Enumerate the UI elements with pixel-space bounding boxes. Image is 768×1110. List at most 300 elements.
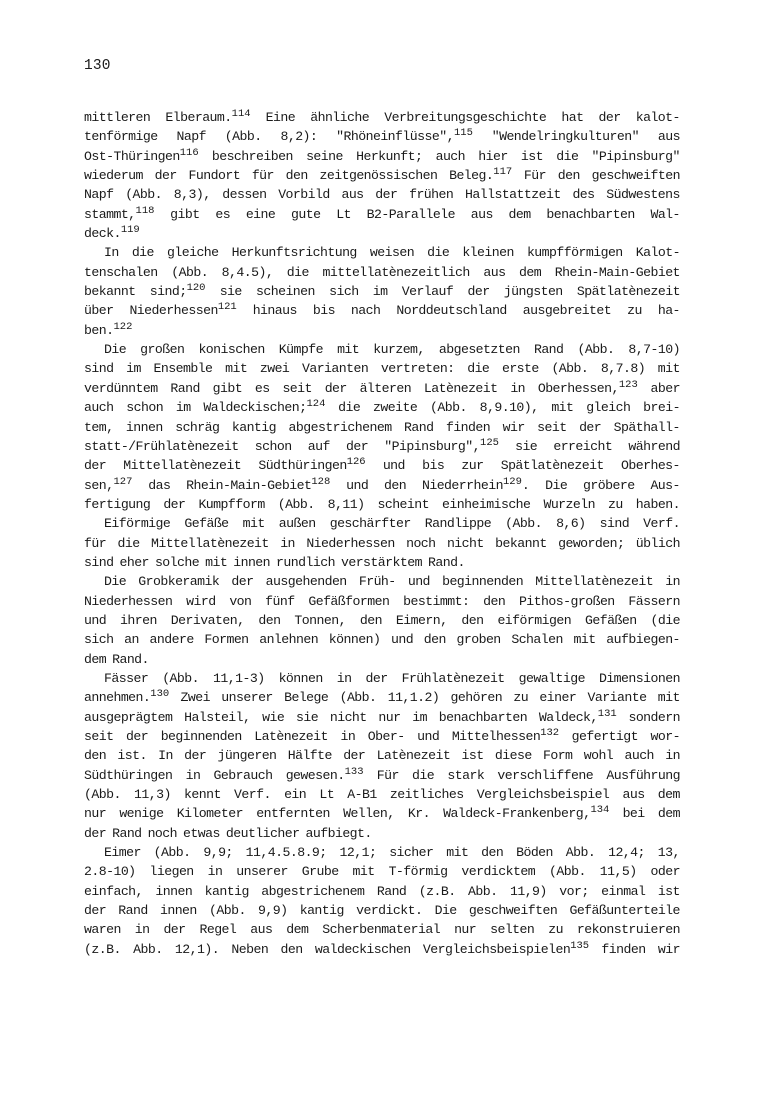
word: Die: [104, 342, 127, 358]
word: hinaus: [252, 303, 297, 319]
word: dem: [657, 806, 680, 822]
word: kantig: [204, 883, 249, 899]
text-line: [84, 263, 680, 282]
word: stammt,$^{118}$: [84, 204, 155, 222]
text-line: [84, 611, 680, 630]
word: finden: [445, 419, 491, 435]
text-line: [84, 147, 680, 166]
word: der: [346, 438, 369, 454]
text-line: [84, 650, 680, 669]
text-line: [84, 843, 680, 862]
word: kantig: [231, 419, 277, 435]
footnote-ref: 128: [311, 475, 331, 488]
word: für: [251, 168, 274, 184]
word: Regel: [199, 922, 237, 938]
word: aufbiegen-: [606, 632, 680, 648]
word: innen: [125, 419, 163, 435]
word: geschweiften: [468, 903, 558, 919]
text-line: [84, 766, 680, 785]
word: verstärktem: [340, 554, 422, 570]
word: über: [84, 303, 114, 319]
word: 8,2):: [280, 129, 318, 145]
word: der: [84, 458, 107, 474]
word: tem,: [84, 419, 114, 435]
word: der: [343, 748, 366, 764]
word: 13,: [657, 845, 680, 861]
word: Ober-: [367, 729, 405, 744]
word: hat: [561, 110, 584, 125]
word: sen,$^{127}$: [84, 475, 133, 493]
footnote-ref: 135: [570, 939, 590, 952]
word: kantig: [299, 903, 344, 919]
word: Rand: [170, 380, 200, 396]
word: mit: [352, 864, 375, 880]
text-line: [84, 727, 680, 746]
word: In: [104, 245, 119, 261]
word: weisen: [369, 245, 415, 261]
word: anlehnen: [259, 632, 319, 648]
word: eiförmigen: [497, 612, 572, 628]
text-line: [84, 785, 680, 804]
footnote-ref: 119: [120, 224, 140, 237]
word: Gefäßformen: [308, 593, 390, 609]
word: jüngeren: [217, 748, 277, 764]
word: zeitliches: [389, 787, 464, 803]
word: Oberhessen,$^{123}$: [537, 378, 638, 396]
word: in: [207, 864, 223, 880]
word: beginnenden: [442, 574, 524, 590]
word: Gefäßunterteile: [569, 903, 680, 919]
footnote-ref: 132: [540, 727, 560, 739]
word: nicht: [446, 535, 484, 551]
word: der: [324, 380, 347, 396]
text-line: [84, 456, 680, 475]
word: unserer: [236, 864, 288, 880]
word: die: [427, 245, 450, 261]
word: der: [163, 922, 186, 938]
text-line: [84, 224, 680, 243]
text-line: [84, 379, 680, 398]
word: im: [126, 361, 141, 377]
page-number: 130: [84, 58, 111, 74]
word: in: [336, 670, 352, 686]
word: unserer: [221, 690, 273, 706]
word: 8,9.10),: [479, 400, 539, 416]
word: jüngsten: [503, 284, 563, 300]
word: Randlippe: [424, 516, 492, 532]
word: Halsteil,: [184, 709, 251, 725]
word: beschreiben: [211, 148, 293, 164]
word: oder: [650, 864, 680, 880]
word: sondern: [628, 709, 680, 725]
word: mit: [205, 554, 228, 570]
text-line: [84, 437, 680, 456]
word: den: [84, 748, 107, 764]
word: Fundort: [188, 168, 241, 184]
word: Mittellatènezeit: [535, 574, 654, 590]
word: aus: [470, 206, 493, 222]
word: in: [280, 535, 295, 551]
word: eine: [245, 206, 276, 222]
word: ihren: [120, 612, 157, 628]
word: mit: [657, 690, 680, 706]
footnote-ref: 116: [179, 146, 199, 159]
footnote-ref: 133: [344, 765, 364, 778]
word: den: [359, 612, 382, 628]
word: die: [286, 264, 309, 280]
word: wohl: [583, 748, 614, 764]
word: die: [338, 400, 361, 416]
footnote-ref: 117: [493, 166, 513, 179]
word: den: [481, 845, 504, 861]
word: Kümpfe: [278, 342, 323, 358]
word: Abb.: [133, 941, 163, 957]
word: der: [579, 419, 602, 435]
word: Aus-: [650, 477, 680, 493]
word: solche: [154, 554, 200, 570]
text-line: [84, 592, 680, 611]
word: sich: [329, 284, 359, 300]
word: Niederhessen: [306, 535, 395, 551]
word: (Abb.: [162, 670, 200, 686]
text-line: [84, 920, 680, 939]
word: im: [412, 709, 427, 725]
word: zwei: [259, 361, 290, 377]
word: 2.8-10): [84, 864, 136, 880]
footnote-ref: 120: [186, 282, 206, 295]
word: dessen: [222, 187, 267, 203]
text-line: [84, 301, 680, 320]
word: sie: [219, 284, 242, 300]
word: seit: [282, 380, 312, 396]
word: 8,6): [556, 516, 586, 532]
word: Die: [545, 477, 568, 493]
word: Die: [434, 903, 457, 919]
word: Elberaum.$^{114}$: [165, 108, 251, 125]
word: Formen: [204, 632, 249, 648]
word: bei: [622, 806, 645, 822]
word: 12,1).: [174, 941, 220, 957]
word: 11,4.5.8.9;: [245, 845, 327, 861]
word: gute: [291, 206, 321, 222]
word: scheint: [377, 496, 430, 512]
word: Lt: [319, 787, 335, 803]
word: mittleren: [84, 110, 151, 125]
word: Napf: [84, 187, 114, 203]
text-line: [84, 630, 680, 649]
text-line: [84, 804, 680, 823]
word: Eiförmige: [104, 516, 171, 532]
word: 11,3): [134, 787, 171, 803]
word: seit: [84, 729, 114, 744]
word: Wal-: [650, 206, 680, 222]
word: älteren: [359, 380, 412, 396]
word: tenschalen: [84, 264, 158, 280]
word: aber: [650, 380, 680, 396]
word: Mittellatènezeit: [123, 458, 242, 474]
word: ist: [657, 883, 680, 899]
word: zu: [548, 922, 563, 938]
word: (z.B.: [84, 941, 121, 957]
word: Varianten: [301, 361, 369, 377]
footnote-ref: 123: [618, 378, 638, 391]
word: innen: [233, 554, 271, 570]
word: Rand: [404, 419, 434, 435]
word: (Abb.: [577, 342, 615, 358]
word: es: [215, 206, 231, 222]
word: den: [280, 941, 303, 957]
word: scheinen: [255, 284, 315, 300]
word: B2-Parallele: [366, 206, 456, 222]
word: (Abb.: [505, 516, 542, 532]
word: sie: [515, 438, 538, 454]
text-line: [84, 572, 680, 591]
word: Neben: [231, 941, 269, 957]
word: Mittellatènezeit: [150, 535, 269, 551]
text-line: [84, 282, 680, 301]
word: die: [467, 361, 490, 377]
word: innen: [159, 903, 197, 919]
word: deutlicher: [225, 825, 300, 841]
word: einmal: [601, 883, 646, 899]
word: kennt: [184, 787, 221, 803]
word: Kumpfform: [198, 496, 265, 512]
word: wor-: [650, 729, 680, 744]
word: verschliffene: [497, 767, 594, 783]
word: liegen: [149, 864, 194, 880]
word: 9,9;: [203, 845, 233, 861]
word: die: [556, 148, 579, 164]
word: wird: [186, 593, 216, 609]
word: können): [328, 632, 381, 648]
word: entfernten: [256, 806, 330, 822]
word: auch: [624, 748, 654, 764]
word: Vergleichsbeispielen$^{135}$: [422, 939, 590, 957]
footnote-ref: 127: [113, 475, 133, 488]
word: erste: [501, 361, 539, 377]
word: (die: [650, 612, 680, 628]
word: zweite: [373, 400, 418, 416]
word: sich: [84, 632, 114, 648]
word: (Abb.: [171, 264, 209, 280]
word: 8,4.5),: [221, 264, 274, 280]
word: der: [231, 574, 254, 590]
word: Ausführung: [606, 767, 680, 783]
word: großen: [140, 342, 185, 358]
text-line: [84, 359, 680, 378]
word: gewesen.$^{133}$: [285, 765, 364, 783]
word: 11,1-3): [213, 670, 265, 686]
word: in: [665, 574, 680, 590]
word: ausgeprägtem: [84, 709, 173, 725]
word: Verf.: [234, 787, 271, 803]
text-line: [84, 882, 680, 901]
word: für: [84, 535, 107, 551]
word: bekannt: [495, 535, 547, 551]
word: (Abb.: [84, 787, 121, 803]
word: ha-: [657, 303, 680, 319]
word: schon: [254, 438, 292, 454]
word: 12,4;: [608, 845, 645, 861]
text-line: [84, 688, 680, 707]
word: in: [185, 767, 201, 783]
text-line: [84, 553, 680, 572]
word: nur: [84, 806, 107, 822]
word: stark: [447, 767, 485, 783]
word: Kalot-: [635, 245, 680, 261]
word: Für: [376, 767, 399, 783]
word: benachbarten: [438, 709, 528, 725]
word: die: [131, 245, 154, 261]
word: der: [163, 496, 186, 512]
word: des: [572, 187, 595, 203]
word: einer: [539, 690, 577, 706]
word: ben.$^{122}$: [84, 320, 133, 338]
word: einheimische: [442, 496, 531, 512]
word: 8,11): [327, 496, 365, 512]
word: Herkunftsrichtung: [231, 245, 357, 261]
word: ähnliche: [310, 110, 370, 125]
word: den: [384, 477, 407, 493]
word: Rand: [376, 883, 407, 899]
word: Rhein-Main-Gebiet: [554, 264, 680, 280]
word: nach: [350, 303, 381, 319]
text-line: [84, 321, 680, 340]
word: finden: [601, 941, 646, 957]
word: frühen: [409, 187, 454, 203]
footnote-ref: 134: [590, 804, 610, 817]
word: Wurzeln: [543, 496, 595, 512]
word: konischen: [198, 342, 265, 358]
text-line: [84, 127, 680, 146]
word: sind;$^{120}$: [149, 282, 206, 300]
word: (z.B.: [418, 883, 456, 899]
word: Früh-: [358, 574, 396, 590]
word: Schalen: [511, 632, 563, 648]
word: "Wendelringkulturen": [491, 129, 639, 145]
word: gleiche: [166, 245, 219, 261]
word: "Pipinsburg",$^{125}$: [384, 436, 499, 454]
word: noch: [406, 535, 436, 551]
word: wir: [657, 941, 680, 957]
word: (Abb.: [551, 361, 589, 377]
word: Böden: [516, 845, 553, 861]
word: Vorbild: [278, 187, 330, 203]
word: dem: [657, 787, 680, 803]
word: aus: [483, 264, 506, 280]
word: Rand: [533, 342, 564, 358]
word: und: [382, 458, 405, 474]
text-line: [84, 340, 680, 359]
word: und: [417, 729, 440, 744]
word: aus: [250, 922, 273, 938]
word: kumpfförmigen: [526, 245, 623, 261]
word: auch: [435, 148, 466, 164]
word: benachbarten: [546, 206, 635, 222]
word: Fässer: [104, 670, 149, 686]
word: der: [184, 748, 207, 764]
word: rekonstruieren: [576, 922, 680, 938]
word: (Abb.: [277, 496, 315, 512]
word: Abb.: [468, 883, 498, 899]
word: tenförmige: [84, 129, 158, 145]
word: und: [390, 632, 414, 648]
word: Spätlatènezeit: [500, 458, 604, 474]
word: geschweiften: [591, 168, 680, 184]
word: kalot-: [635, 110, 680, 125]
word: Rand.: [112, 651, 149, 667]
word: auf: [307, 438, 330, 454]
footnote-ref: 125: [480, 436, 499, 449]
word: sicher: [389, 845, 434, 861]
word: Gebrauch: [213, 767, 273, 783]
word: in: [665, 748, 680, 764]
word: zur: [461, 458, 484, 474]
body-text: [84, 108, 680, 959]
text-line: [84, 824, 680, 843]
word: Gefäßen: [585, 612, 637, 628]
word: die: [117, 535, 140, 551]
text-line: [84, 862, 680, 881]
text-line: [84, 940, 680, 959]
word: Tonnen,: [294, 612, 346, 628]
word: Für: [523, 168, 547, 184]
word: (Abb.: [153, 845, 191, 861]
word: nicht: [329, 709, 367, 725]
word: nur: [454, 922, 477, 938]
word: der: [126, 729, 149, 744]
text-line: [84, 476, 680, 495]
word: bis: [312, 303, 335, 319]
word: Dimensionen: [598, 670, 680, 686]
word: Waldeck,$^{131}$: [538, 707, 617, 725]
word: abgesetzten: [438, 342, 520, 358]
word: 11,9): [509, 883, 547, 899]
word: zeitgenössischen: [319, 168, 438, 184]
word: die: [412, 767, 435, 783]
word: Abb.: [565, 845, 596, 861]
word: erreicht: [553, 438, 613, 454]
word: (Abb.: [549, 864, 586, 880]
word: Vergleichsbeispiel: [476, 787, 610, 803]
word: Derivaten,: [170, 612, 245, 628]
word: 11,1.2): [387, 690, 440, 706]
word: aufbiegt.: [305, 825, 372, 841]
word: schon: [126, 400, 164, 416]
text-line: [84, 166, 680, 185]
word: in: [134, 922, 150, 938]
word: kleinen: [462, 245, 514, 261]
word: Rand: [118, 903, 148, 919]
word: Form: [542, 748, 573, 764]
word: Die: [104, 574, 127, 590]
word: dem: [84, 651, 107, 667]
word: Scherbenmaterial: [322, 922, 441, 938]
word: mit: [225, 361, 248, 377]
word: Eimer: [104, 845, 141, 861]
text-line: [84, 746, 680, 765]
word: den: [258, 612, 281, 628]
word: im: [175, 400, 191, 416]
word: (Abb.: [430, 400, 467, 416]
word: dem: [508, 206, 531, 222]
word: verdicktem: [461, 864, 536, 880]
word: waldeckischen: [314, 941, 411, 957]
word: Südthüringen$^{126}$: [258, 456, 366, 474]
text-line: [84, 243, 680, 262]
word: fertigung: [84, 496, 151, 512]
word: den: [557, 168, 580, 184]
